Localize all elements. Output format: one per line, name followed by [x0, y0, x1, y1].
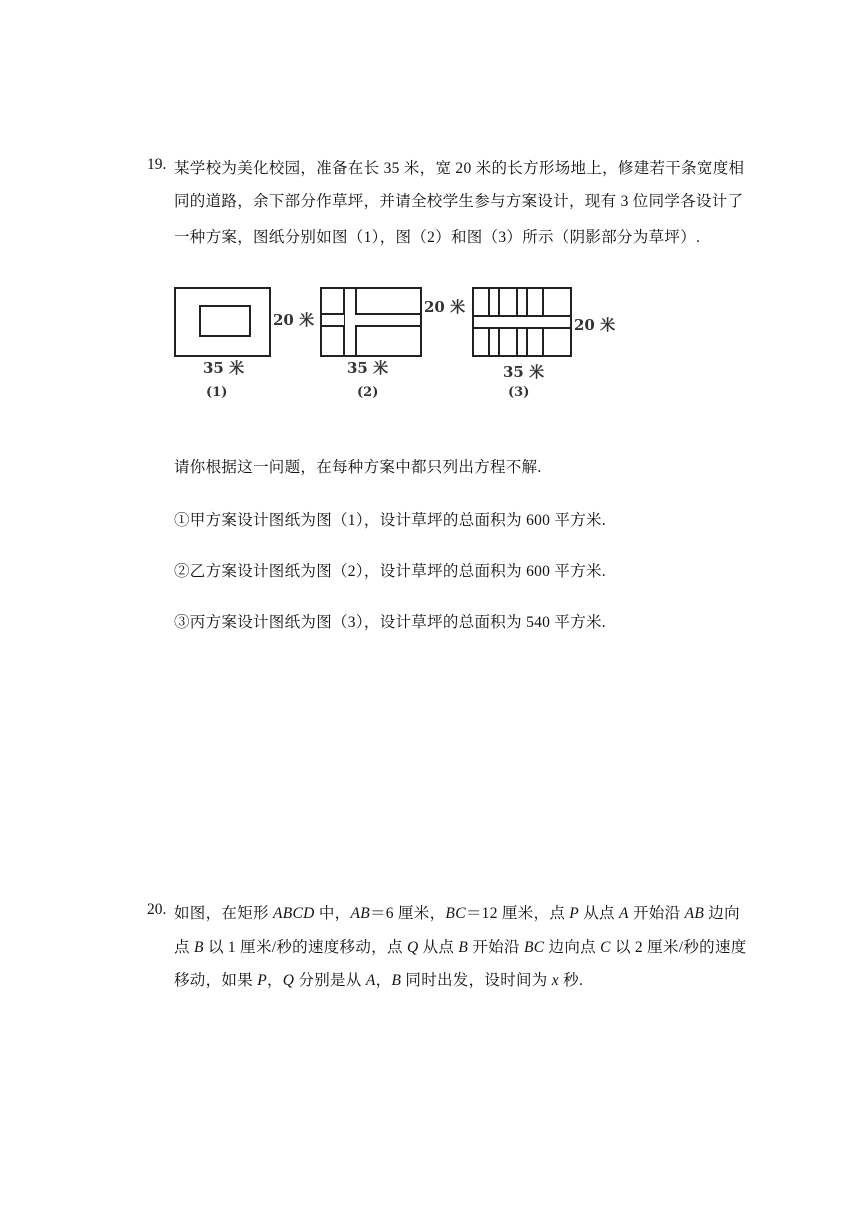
question-19-instruction: 请你根据这一问题，在每种方案中都只列出方程不解. [174, 459, 542, 476]
figure-3-width-label: 20 米 [574, 316, 616, 334]
question-19-number: 19. [147, 156, 167, 173]
question-19-part-3: ③丙方案设计图纸为图（3），设计草坪的总面积为 540 平方米. [174, 614, 606, 631]
figure-3 [472, 287, 572, 357]
figure-1-caption: (1) [206, 385, 228, 400]
figure-1-length-label: 35 米 [203, 359, 245, 377]
figure-1 [174, 287, 271, 357]
figure-2-width-label: 20 米 [424, 298, 466, 316]
question-20-number: 20. [147, 901, 167, 918]
figure-3-caption: (3) [508, 385, 530, 400]
question-20-line-3: 移动，如果 P，Q 分别是从 A，B 同时出发，设时间为 x 秒. [174, 972, 584, 989]
figure-2-diagram [320, 287, 422, 357]
figure-1-diagram [174, 287, 271, 357]
figure-2-caption: (2) [357, 385, 379, 400]
question-19-line-1: 某学校为美化校园，准备在长 35 米，宽 20 米的长方形场地上，修建若干条宽度相 [174, 160, 745, 177]
figure-2 [320, 287, 422, 357]
figure-3-diagram [472, 287, 572, 357]
question-19-part-2: ②乙方案设计图纸为图（2），设计草坪的总面积为 600 平方米. [174, 563, 606, 580]
question-19-line-3: 一种方案，图纸分别如图（1），图（2）和图（3）所示（阴影部分为草坪）. [174, 229, 701, 246]
figure-1-width-label: 20 米 [273, 311, 315, 329]
figure-2-length-label: 35 米 [347, 359, 389, 377]
question-19-part-1: ①甲方案设计图纸为图（1），设计草坪的总面积为 600 平方米. [174, 512, 606, 529]
question-19-line-2: 同的道路，余下部分作草坪，并请全校学生参与方案设计，现有 3 位同学各设计了 [174, 193, 744, 210]
question-20-line-1: 如图，在矩形 ABCD 中，AB＝6 厘米，BC＝12 厘米，点 P 从点 A 开始沿 AB 边向 [174, 905, 740, 922]
question-20-line-2: 点 B 以 1 厘米/秒的速度移动，点 Q 从点 B 开始沿 BC 边向点 C 以 2 厘米/秒的速度 [174, 939, 747, 956]
figure-3-length-label: 35 米 [503, 363, 545, 381]
